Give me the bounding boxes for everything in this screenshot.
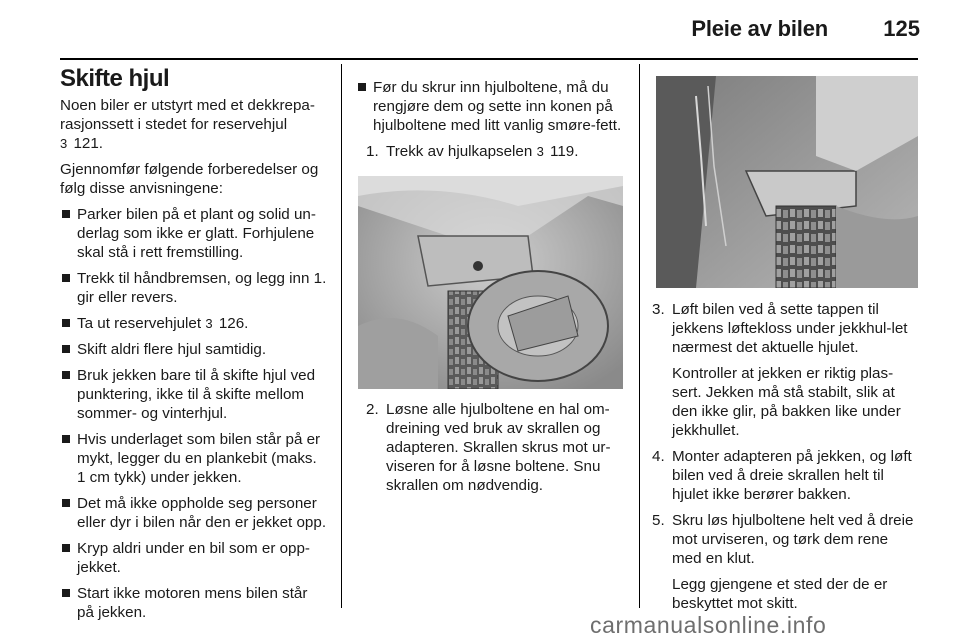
column-divider-1 [341, 64, 342, 608]
step-3-note: Kontroller at jekken er riktig plas-sert. Jekken må stå stabilt, slik at den ikke glir, på bakken like under jekkhullet. [672, 365, 901, 439]
column-divider-2 [639, 64, 640, 608]
step-4: 4. Monter adapteren på jekken, og løft bilen ved å dreie skrallen helt til hjulet ikke berører bakken. [652, 448, 912, 503]
column-3 [652, 300, 920, 620]
page-header-title: Pleie av bilen [691, 16, 828, 41]
list-item: Skift aldri flere hjul samtidig. [60, 340, 328, 359]
list-item: Start ikke motoren mens bilen står på jekken. [60, 584, 328, 622]
step-1: 1. Trekk av hjulkapselen 3 119. [366, 143, 579, 160]
section-heading: Skifte hjul [60, 65, 170, 92]
list-item: Bruk jekken bare til å skifte hjul ved punktering, ikke til å skifte mellom sommer- og vinterhjul. [60, 366, 328, 423]
step-2: 2. Løsne alle hjulboltene en hal om-dreining ved bruk av skrallen og adapteren. Skrallen skrus mot ur-viseren for å løsne boltene. Snu skrallen om nødvendig. [366, 401, 611, 494]
reference-arrow-icon: 3 [205, 316, 213, 331]
step-5: 5. Skru løs hjulboltene helt ved å dreie mot urviseren, og tørk dem rene med en klut. [652, 512, 914, 567]
column-1 [60, 64, 328, 629]
column-2-lower [356, 400, 626, 502]
list-item: Ta ut reservehjulet 3 126. [60, 314, 328, 333]
watermark: carmanualsonline.info [590, 612, 827, 638]
list-item: Parker bilen på et plant og solid un-derlag som ikke er glatt. Forhjulene skal stå i rett fremstilling. [60, 205, 328, 262]
column-2 [356, 78, 626, 168]
header-rule [60, 58, 918, 60]
jack-placement-illustration [656, 76, 918, 288]
wheel-hubcap-illustration [358, 176, 623, 389]
list-item: Det må ikke oppholde seg personer eller dyr i bilen når den er jekket opp. [60, 494, 328, 532]
list-item: Hvis underlaget som bilen står på er mykt, legger du en plankebit (maks. 1 cm tykk) under jekken. [60, 430, 328, 487]
jack-placement-photo [656, 76, 918, 288]
list-item: Kryp aldri under en bil som er opp-jekket. [60, 539, 328, 577]
step-3: 3. Løft bilen ved å sette tappen til jekkens løftekloss under jekkhul-let nærmest det aktuelle hjulet. [652, 301, 908, 356]
list-item: Før du skrur inn hjulboltene, må du rengjøre dem og sette inn konen på hjulboltene med litt vanlig smøre-fett. [356, 78, 626, 135]
reference-arrow-icon: 3 [60, 136, 68, 151]
page-number: 125 [883, 16, 920, 41]
intro-paragraph: Noen biler er utstyrt med et dekkrepa-rasjonssett i stedet for reservehjul 3 121. [60, 97, 315, 152]
reference-arrow-icon: 3 [536, 144, 544, 159]
step-5-note: Legg gjengene et sted der de er beskyttet mot skitt. [672, 576, 888, 612]
wheel-hubcap-photo [358, 176, 623, 389]
list-item: Trekk til håndbremsen, og legg inn 1. gir eller revers. [60, 269, 328, 307]
preparation-paragraph: Gjennomfør følgende forberedelser og følg disse anvisningene: [60, 161, 319, 197]
